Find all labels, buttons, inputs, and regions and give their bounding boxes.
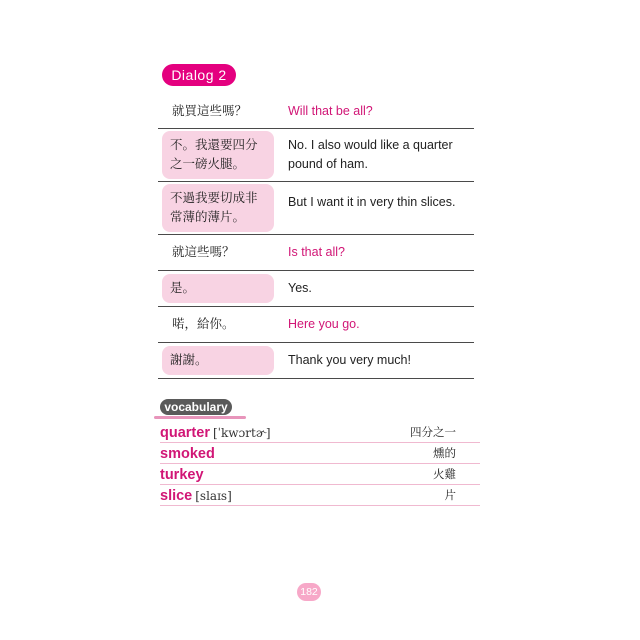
vocabulary-title-badge: vocabulary: [160, 399, 232, 415]
dialog-row: [158, 235, 474, 271]
vocabulary-word: quarter: [160, 425, 210, 441]
vocabulary-list: [160, 424, 480, 508]
vocabulary-word: turkey: [160, 467, 204, 483]
chinese-line: 不過我要切成非常薄的薄片。: [162, 184, 274, 232]
chinese-line: 是。: [162, 274, 274, 303]
dialog-title-badge: Dialog 2: [162, 64, 236, 86]
dialog-row: [158, 182, 474, 235]
english-line: Yes.: [288, 281, 312, 295]
vocabulary-meaning: 燻的: [433, 448, 456, 460]
vocabulary-meaning: 片: [444, 490, 456, 502]
english-line: Will that be all?: [288, 103, 373, 118]
dialog-row: [158, 271, 474, 307]
vocabulary-item: [160, 487, 480, 506]
english-line: Thank you very much!: [288, 353, 411, 367]
chinese-line: 就買這些嗎？: [172, 103, 248, 118]
english-line: Here you go.: [288, 317, 360, 331]
vocabulary-pronunciation: [slaɪs]: [195, 489, 232, 503]
vocabulary-word: slice: [160, 488, 193, 504]
vocabulary-item: [160, 445, 480, 464]
english-line: Is that all?: [288, 245, 345, 259]
vocabulary-underline: [154, 416, 246, 419]
vocabulary-item: [160, 466, 480, 485]
chinese-line: 不。我還要四分之一磅火腿。: [162, 131, 274, 179]
dialog-table: [158, 94, 474, 379]
vocabulary-meaning: 四分之一: [410, 427, 456, 439]
dialog-row: [158, 343, 474, 379]
vocabulary-word: smoked: [160, 446, 215, 462]
vocabulary-item: [160, 424, 480, 443]
chinese-line: 就這些嗎？: [172, 245, 235, 259]
vocabulary-meaning: 火雞: [433, 469, 456, 481]
chinese-line: 喏，給你。: [172, 317, 235, 331]
dialog-row: [158, 129, 474, 182]
vocabulary-pronunciation: [ˈkwɔrtɚ]: [212, 426, 271, 440]
english-line: But I want it in very thin slices.: [288, 195, 456, 209]
dialog-row: [158, 307, 474, 343]
chinese-line: 謝謝。: [162, 346, 274, 375]
dialog-row: [158, 94, 474, 129]
english-line: No. I also would like a quarter pound of ham.: [288, 138, 453, 171]
page-number: 182: [297, 583, 321, 601]
